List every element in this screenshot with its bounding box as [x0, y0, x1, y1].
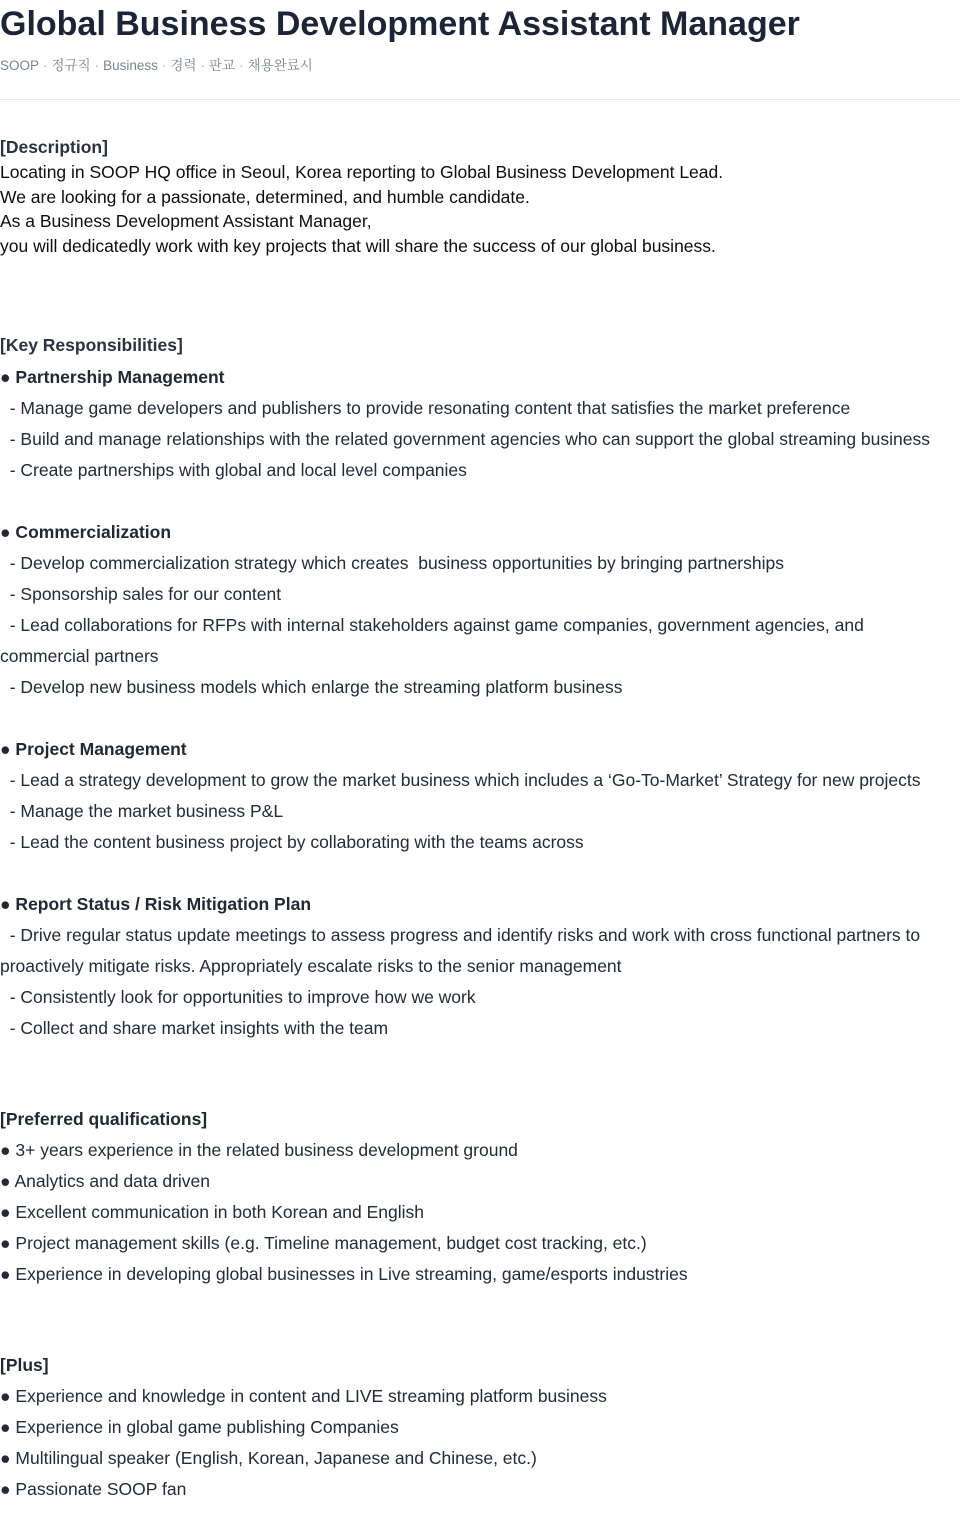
- meta-employment-type: 정규직: [51, 58, 91, 73]
- list-item: ● Excellent communication in both Korean and English: [0, 1201, 425, 1222]
- list-item: - Develop commercialization strategy which creates business opportunities by bringing partnerships: [0, 552, 784, 573]
- list-item: - Build and manage relationships with the related government agencies who can support the global streaming business: [0, 428, 930, 449]
- group-title-report-status: ● Report Status / Risk Mitigation Plan: [0, 893, 312, 914]
- preferred-section: [0, 1104, 960, 1290]
- list-item: proactively mitigate risks. Appropriately escalate risks to the senior management: [0, 955, 622, 976]
- responsibilities-section: [0, 332, 960, 1044]
- list-item: - Lead a strategy development to grow the market business which includes a ‘Go-To-Market’ Strategy for new projects: [0, 769, 921, 790]
- meta-location: 판교: [209, 58, 236, 73]
- description-line: Locating in SOOP HQ office in Seoul, Korea reporting to Global Business Development Lead.: [0, 162, 724, 182]
- spacer: [0, 1044, 960, 1104]
- spacer: [0, 858, 960, 889]
- list-item: ● Experience and knowledge in content and LIVE streaming platform business: [0, 1385, 607, 1406]
- list-item: ● Experience in developing global businesses in Live streaming, game/esports industries: [0, 1263, 688, 1284]
- list-item: ● Experience in global game publishing Companies: [0, 1416, 399, 1437]
- spacer: [0, 486, 960, 517]
- description-line: As a Business Development Assistant Manager,: [0, 211, 372, 232]
- description-heading: [Description]: [0, 137, 108, 157]
- list-item: - Collect and share market insights with the team: [0, 1017, 389, 1038]
- list-item: - Manage the market business P&L: [0, 800, 284, 821]
- meta-category: Business: [103, 58, 158, 73]
- meta-company: SOOP: [0, 58, 40, 73]
- job-title: Global Business Development Assistant Manager: [0, 5, 800, 43]
- spacer: [0, 1290, 960, 1350]
- meta-separator: ·: [43, 58, 48, 73]
- list-item: ● 3+ years experience in the related business development ground: [0, 1139, 518, 1160]
- job-meta: [0, 57, 313, 75]
- list-item: - Sponsorship sales for our content: [0, 583, 282, 604]
- responsibilities-heading: [Key Responsibilities]: [0, 334, 183, 355]
- list-item: - Lead collaborations for RFPs with internal stakeholders against game companies, government agencies, and: [0, 614, 864, 635]
- list-item: - Manage game developers and publishers to provide resonating content that satisfies the market preference: [0, 397, 851, 418]
- list-item: ● Passionate SOOP fan: [0, 1478, 187, 1499]
- meta-career: 경력: [170, 58, 197, 73]
- plus-section: [0, 1350, 960, 1505]
- list-item: ● Analytics and data driven: [0, 1170, 210, 1191]
- meta-deadline: 채용완료시: [247, 58, 313, 73]
- list-item: - Lead the content business project by collaborating with the teams across: [0, 831, 584, 852]
- meta-separator: ·: [200, 58, 206, 73]
- list-item: commercial partners: [0, 645, 159, 666]
- spacer: [0, 703, 960, 734]
- meta-separator: ·: [94, 58, 100, 73]
- description-section: [0, 134, 960, 259]
- list-item: - Consistently look for opportunities to improve how we work: [0, 986, 476, 1007]
- group-title-commercialization: ● Commercialization: [0, 521, 172, 542]
- group-title-partnership: ● Partnership Management: [0, 366, 225, 387]
- list-item: ● Project management skills (e.g. Timeline management, budget cost tracking, etc.): [0, 1232, 647, 1253]
- list-item: - Drive regular status update meetings to assess progress and identify risks and work with cross functional partners to: [0, 924, 921, 945]
- spacer: [0, 259, 960, 332]
- list-item: - Develop new business models which enlarge the streaming platform business: [0, 676, 623, 697]
- list-item: ● Multilingual speaker (English, Korean, Japanese and Chinese, etc.): [0, 1447, 537, 1468]
- preferred-heading: [Preferred qualifications]: [0, 1108, 208, 1129]
- meta-separator: ·: [161, 58, 167, 73]
- meta-separator: ·: [239, 58, 244, 73]
- description-line: you will dedicatedly work with key projects that will share the success of our global business.: [0, 236, 716, 257]
- header-divider: [0, 99, 960, 100]
- description-line: We are looking for a passionate, determined, and humble candidate.: [0, 186, 530, 207]
- job-body: [0, 134, 960, 1505]
- group-title-project-management: ● Project Management: [0, 738, 187, 759]
- plus-heading: [Plus]: [0, 1354, 49, 1375]
- list-item: - Create partnerships with global and local level companies: [0, 459, 467, 480]
